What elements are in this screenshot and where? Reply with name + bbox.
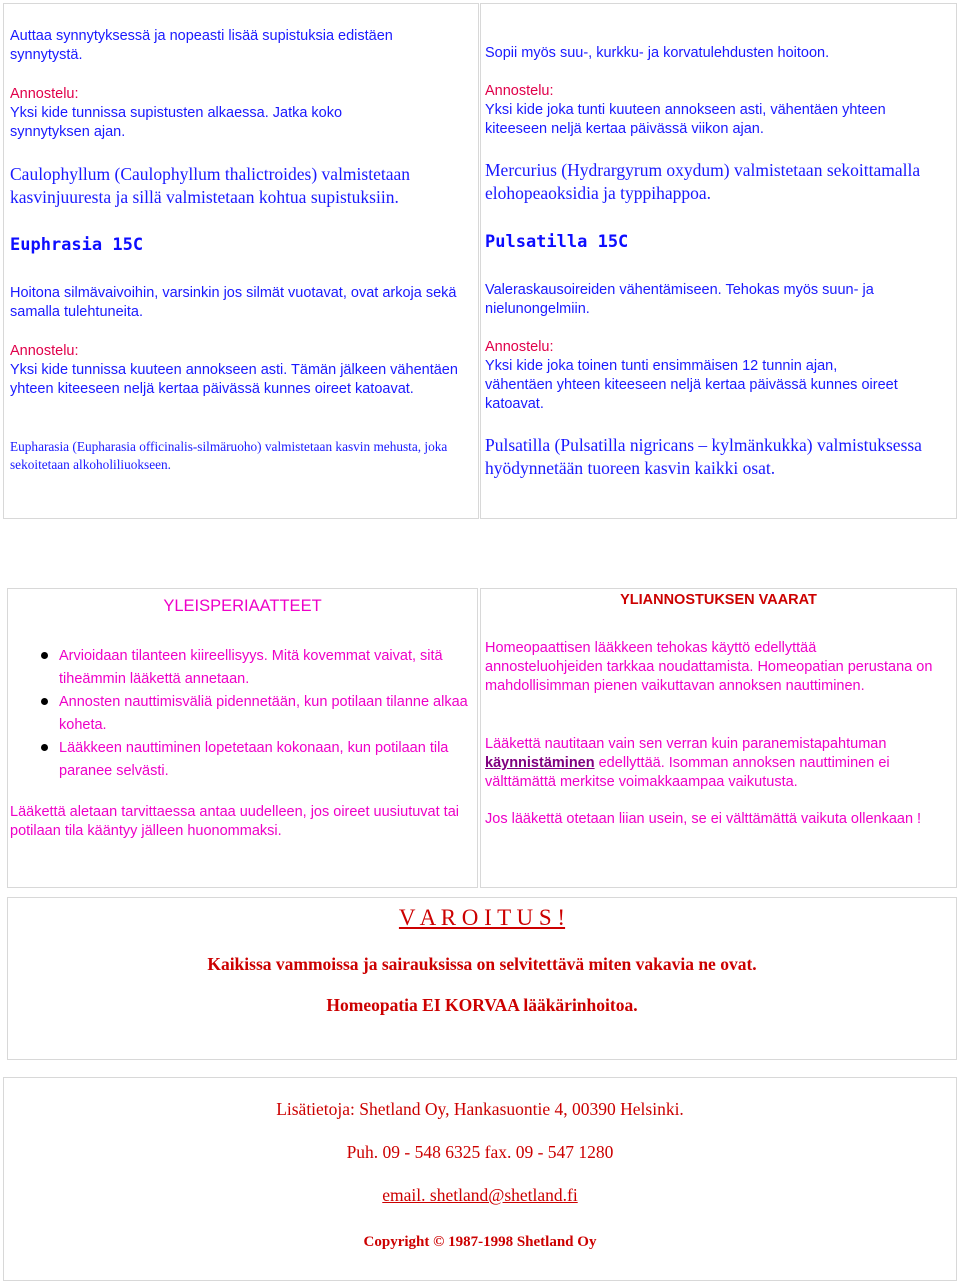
pulsatilla-title: Pulsatilla 15C xyxy=(485,232,629,252)
bullet-icon xyxy=(41,744,48,751)
kaynnistaminen-link[interactable]: käynnistäminen xyxy=(485,755,595,771)
overdose-paragraph-2 xyxy=(485,735,950,792)
right-annostelu-2: Yksi kide joka toinen tunti ensimmäisen 12 tunnin ajan, vähentäen yhteen kiteeseen neljä kertaa päivässä kunnes oireet katoavat. xyxy=(485,358,898,412)
pulsatilla-note: Pulsatilla (Pulsatilla nigricans – kylmänkukka) valmistuksessa hyödynnetään tuoreen kasvin kaikki osat. xyxy=(485,435,922,478)
warning-line-1: Kaikissa vammoissa ja sairauksissa on selvitettävä miten vakavia ne ovat. xyxy=(207,954,757,974)
overdose-paragraph-2-end: edellyttää. Isomman annoksen nauttiminen ei välttämättä merkitse voimakkaampaa vaikutusta. xyxy=(485,755,890,790)
right-intro: Sopii myös suu-, kurkku- ja korvatulehdusten hoitoon. xyxy=(485,45,830,61)
overdose-paragraph-3: Jos lääkettä otetaan liian usein, se ei välttämättä vaikuta ollenkaan ! xyxy=(485,811,922,827)
overdose-paragraph-1: Homeopaattisen lääkkeen tehokas käyttö edellyttää annosteluohjeiden tarkkaa noudattamista. Homeopatian perustana on mahdollisimman pienen vaikuttavan annoksen nauttiminen. xyxy=(485,640,933,694)
contact-email-link[interactable]: email. shetland@shetland.fi xyxy=(382,1185,578,1205)
annostelu-label: Annostelu: xyxy=(485,83,554,99)
euphrasia-description: Hoitona silmävaivoihin, varsinkin jos silmät vuotavat, ovat arkoja sekä samalla tulehtuneita. xyxy=(10,285,457,320)
pulsatilla-description: Valeraskausoireiden vähentämiseen. Tehokas myös suun- ja nielunongelmiin. xyxy=(485,282,874,317)
left-annostelu-2: Yksi kide tunnissa kuuteen annokseen asti. Tämän jälkeen vähentäen yhteen kiteeseen neljä kertaa päivässä kunnes oireet katoavat. xyxy=(10,362,458,397)
bullet-icon xyxy=(41,698,48,705)
right-annostelu-1: Yksi kide joka tunti kuuteen annokseen asti, vähentäen yhteen kiteeseen neljä kertaa päivässä viikon ajan. xyxy=(485,102,886,137)
left-intro: Auttaa synnytyksessä ja nopeasti lisää supistuksia edistäen synnytystä. xyxy=(10,28,393,63)
overdose-paragraph-2-start: Lääkettä nautitaan vain sen verran kuin paranemistapahtuman xyxy=(485,736,887,752)
principle-item-3: Lääkkeen nauttiminen lopetetaan kokonaan, kun potilaan tila paranee selvästi. xyxy=(59,740,449,779)
principle-item-2: Annosten nauttimisväliä pidennetään, kun potilaan tilanne alkaa koheta. xyxy=(59,694,468,733)
bullet-icon xyxy=(41,652,48,659)
principles-title: YLEISPERIAATTEET xyxy=(163,597,322,615)
annostelu-label: Annostelu: xyxy=(485,339,554,355)
principle-item-1: Arvioidaan tilanteen kiireellisyys. Mitä kovemmat vaivat, sitä tiheämmin lääkettä annetaan. xyxy=(59,648,443,687)
annostelu-label: Annostelu: xyxy=(10,86,79,102)
warning-line-2: Homeopatia EI KORVAA lääkärinhoitoa. xyxy=(326,995,638,1015)
principles-footer: Lääkettä aletaan tarvittaessa antaa uudelleen, jos oireet uusiutuvat tai potilaan tila kääntyy jälleen huonommaksi. xyxy=(10,804,459,839)
caulophyllum-note: Caulophyllum (Caulophyllum thalictroides) valmistetaan kasvinjuuresta ja sillä valmistetaan kohtua supistuksiin. xyxy=(10,164,410,207)
left-annostelu-1: Yksi kide tunnissa supistusten alkaessa. Jatka koko synnytyksen ajan. xyxy=(10,105,343,140)
euphrasia-title: Euphrasia 15C xyxy=(10,235,144,255)
eupharasia-note: Eupharasia (Eupharasia officinalis-silmäruoho) valmistetaan kasvin mehusta, joka sekoitetaan alkoholiliuokseen. xyxy=(10,439,448,472)
overdose-title: YLIANNOSTUKSEN VAARAT xyxy=(620,592,817,608)
contact-address: Lisätietoja: Shetland Oy, Hankasuontie 4, 00390 Helsinki. xyxy=(276,1099,684,1119)
contact-phone: Puh. 09 - 548 6325 fax. 09 - 547 1280 xyxy=(346,1142,614,1162)
copyright: Copyright © 1987-1998 Shetland Oy xyxy=(363,1234,597,1250)
warning-title: V A R O I T U S ! xyxy=(398,905,566,930)
annostelu-label: Annostelu: xyxy=(10,343,79,359)
mercurius-note: Mercurius (Hydrargyrum oxydum) valmistetaan sekoittamalla elohopeaoksidia ja typpihappoa. xyxy=(485,160,921,203)
